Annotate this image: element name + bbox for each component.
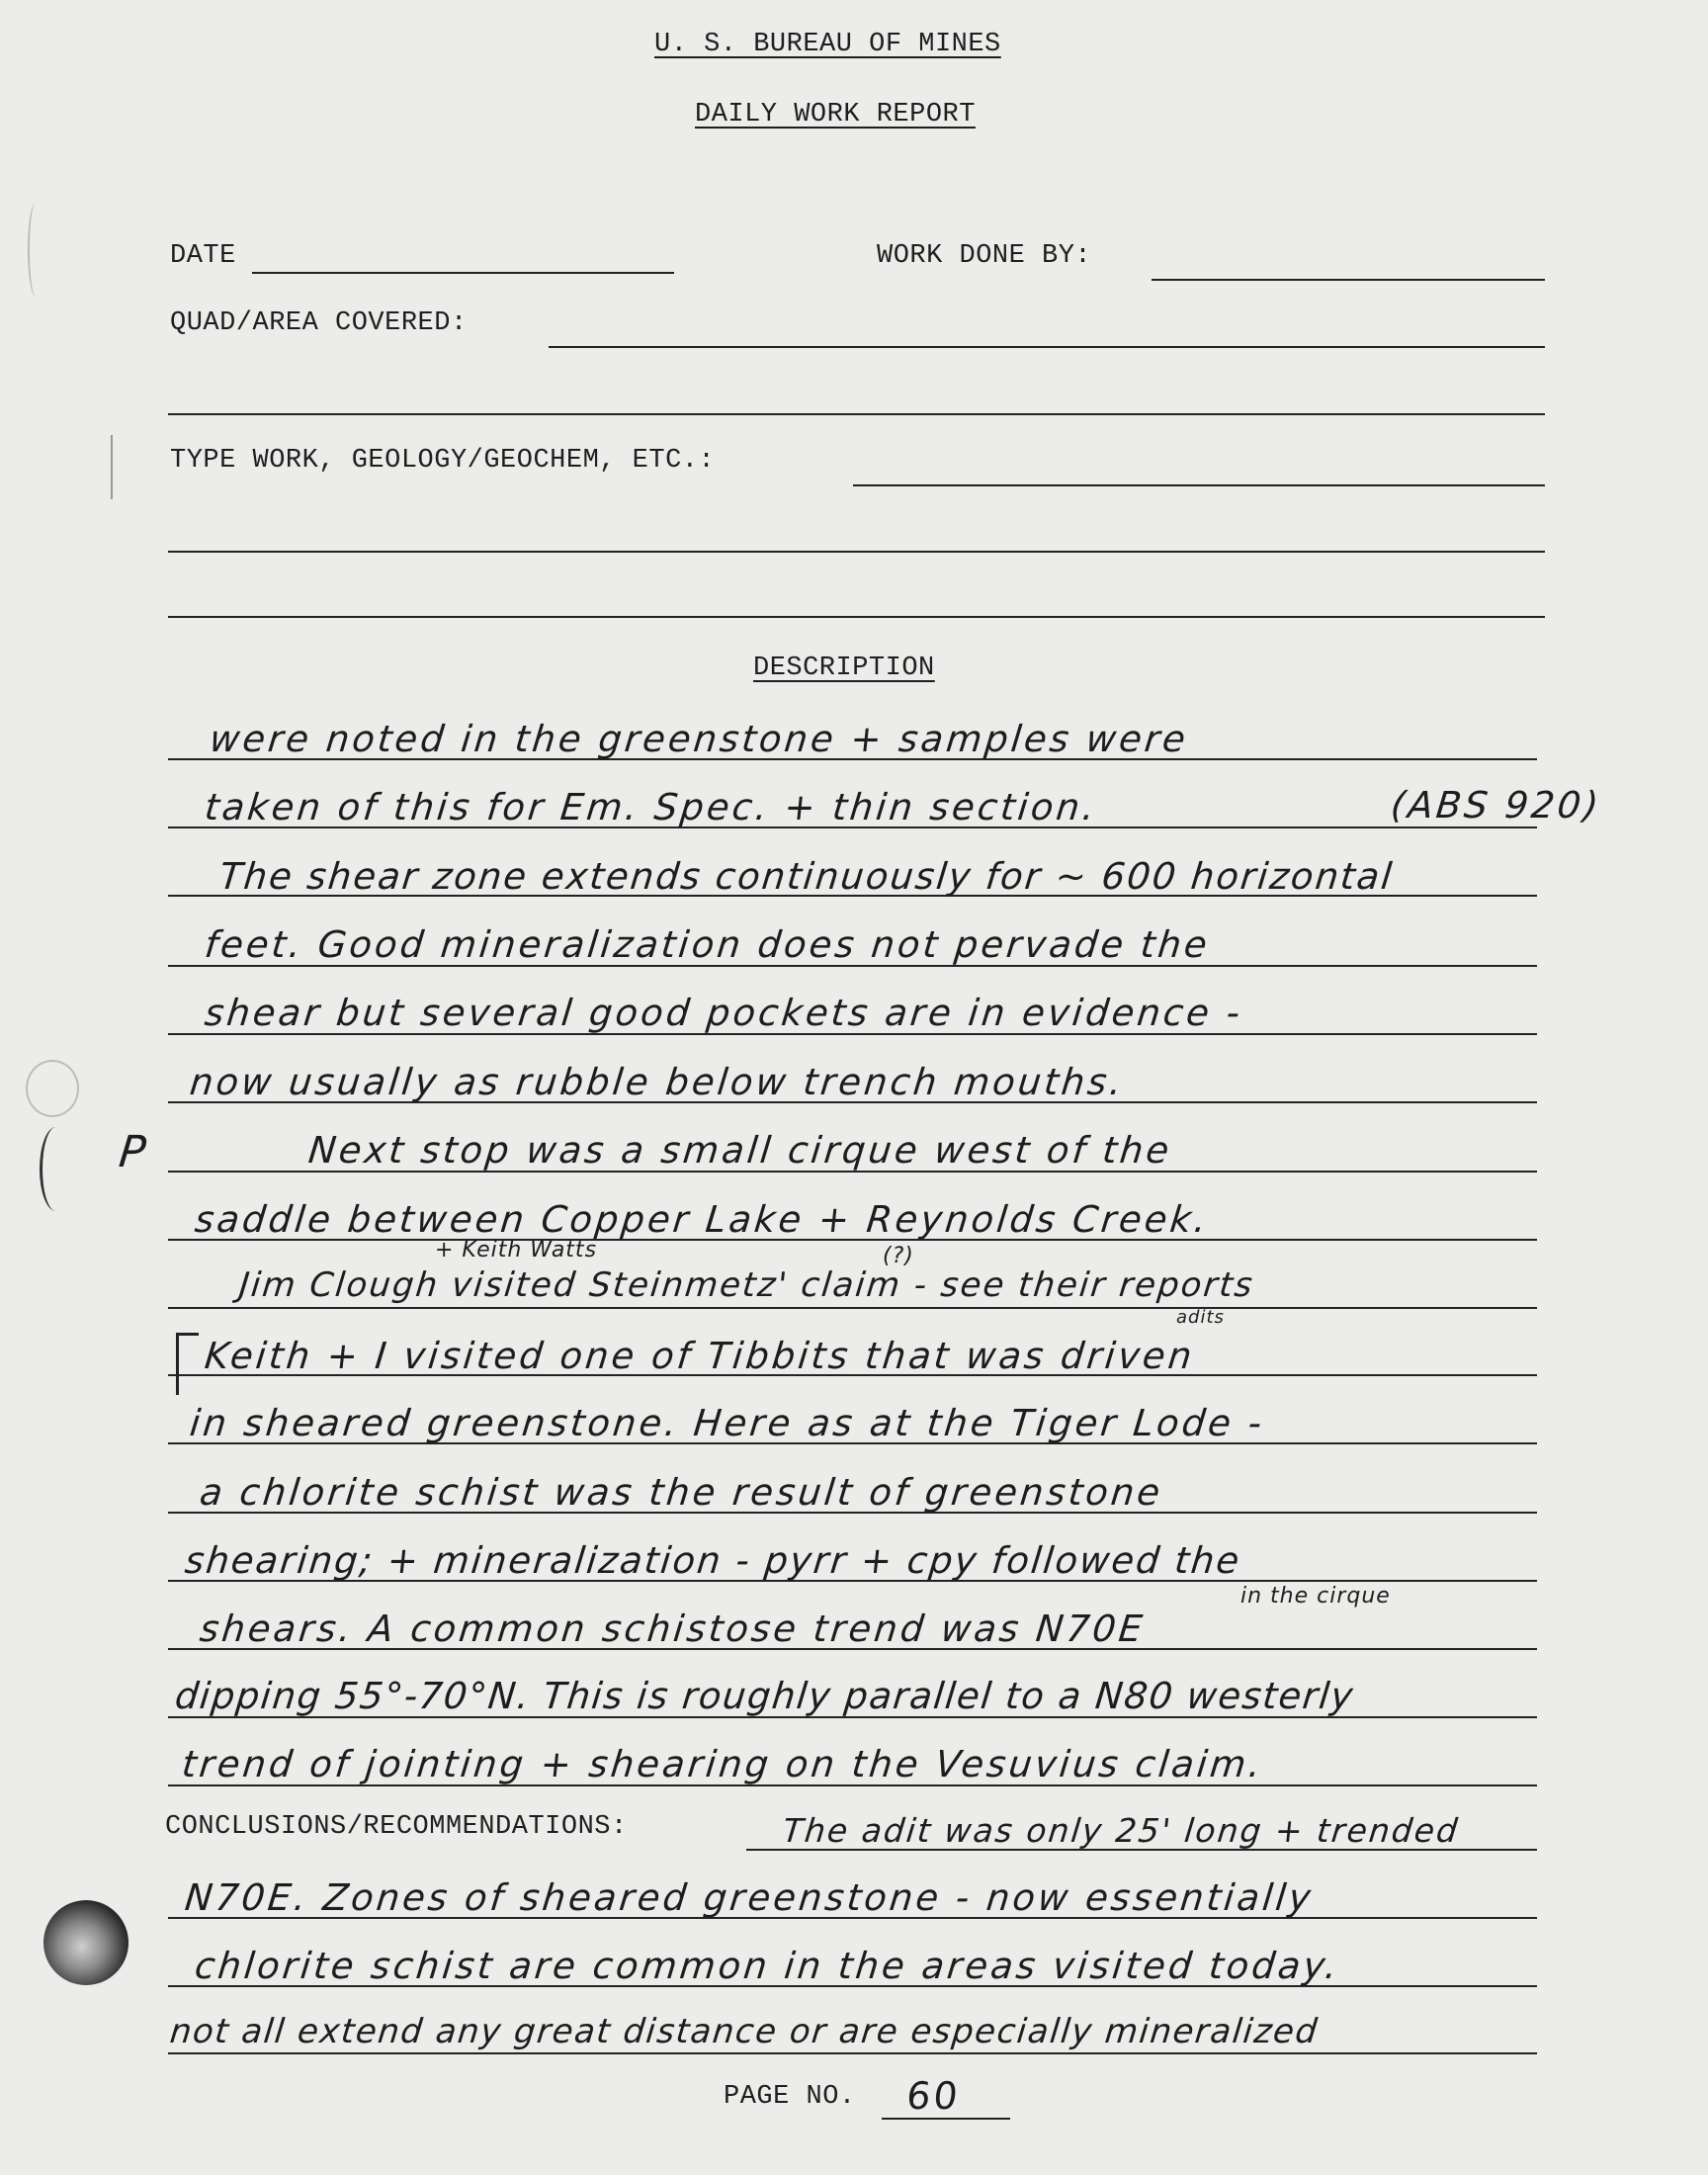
description-line: Jim Clough visited Steinmetz' claim - see their reports: [237, 1265, 1256, 1305]
description-heading: DESCRIPTION: [753, 653, 935, 683]
left-margin-rule: [111, 435, 113, 499]
conclusions-line: N70E. Zones of sheared greenstone - now essentially: [183, 1876, 1316, 1919]
punch-hole-bottom: [43, 1900, 128, 1985]
left-margin-mark: [28, 203, 43, 297]
page-number: 60: [904, 2074, 963, 2118]
date-label: DATE: [170, 241, 236, 271]
quad-area-field-line2[interactable]: [168, 413, 1545, 415]
conclusions-line: The adit was only 25' long + trended: [781, 1811, 1462, 1850]
agency-title: U. S. BUREAU OF MINES: [654, 30, 1001, 59]
description-line: now usually as rubble below trench mouths.: [188, 1061, 1127, 1103]
description-line: shearing; + mineralization - pyrr + cpy followed the: [183, 1539, 1243, 1582]
type-work-label: TYPE WORK, GEOLOGY/GEOCHEM, ETC.:: [170, 446, 716, 476]
bracket-mark: [176, 1333, 199, 1395]
conclusions-label: CONCLUSIONS/RECOMMENDATIONS:: [165, 1812, 628, 1842]
work-done-by-field[interactable]: [1152, 279, 1545, 281]
description-line: in sheared greenstone. Here as at the Tiger Lode -: [188, 1402, 1267, 1444]
conclusions-line: chlorite schist are common in the areas visited today.: [193, 1945, 1342, 1987]
description-line-rule: [168, 1307, 1537, 1309]
description-line: taken of this for Em. Spec. + thin section.: [203, 786, 1100, 828]
description-line: a chlorite schist was the result of greenstone: [198, 1471, 1165, 1514]
description-line: feet. Good mineralization does not pervade the: [203, 923, 1213, 966]
page-number-label: PAGE NO.: [724, 2082, 856, 2112]
conclusions-line: not all extend any great distance or are especially mineralized: [168, 2012, 1321, 2051]
description-line: Keith + I visited one of Tibbits that was driven: [203, 1335, 1197, 1377]
insertion-query: (?): [883, 1244, 914, 1268]
quad-area-field[interactable]: [549, 346, 1545, 348]
margin-brace: [40, 1127, 72, 1211]
description-line: Next stop was a small cirque west of the: [306, 1129, 1174, 1172]
sample-reference: (ABS 920): [1389, 784, 1603, 826]
paragraph-mark: P: [117, 1127, 151, 1177]
insertion-in-the-cirque: in the cirque: [1240, 1584, 1391, 1609]
description-line: shear but several good pockets are in evidence -: [203, 992, 1245, 1034]
form-title: DAILY WORK REPORT: [695, 100, 976, 130]
work-done-by-label: WORK DONE BY:: [877, 241, 1092, 271]
type-work-field-line2[interactable]: [168, 551, 1545, 553]
description-line: trend of jointing + shearing on the Vesuvius claim.: [180, 1743, 1266, 1785]
description-line: The shear zone extends continuously for ~ 600 horizontal: [217, 855, 1396, 898]
punch-hole-top: [26, 1060, 79, 1117]
quad-area-label: QUAD/AREA COVERED:: [170, 308, 468, 338]
insertion-adits: adits: [1176, 1307, 1225, 1328]
insertion-keith-watts: + Keith Watts: [435, 1238, 598, 1262]
description-line: dipping 55°-70°N. This is roughly parallel to a N80 westerly: [173, 1675, 1357, 1717]
description-line: shears. A common schistose trend was N70E: [198, 1608, 1148, 1650]
date-field[interactable]: [252, 272, 674, 274]
page-number-field[interactable]: [882, 2118, 1010, 2120]
type-work-field-line3[interactable]: [168, 616, 1545, 618]
type-work-field[interactable]: [853, 484, 1545, 486]
description-line: were noted in the greenstone + samples were: [208, 718, 1191, 760]
description-line: saddle between Copper Lake + Reynolds Creek.: [193, 1198, 1212, 1241]
conclusions-line-rule: [168, 2052, 1537, 2054]
